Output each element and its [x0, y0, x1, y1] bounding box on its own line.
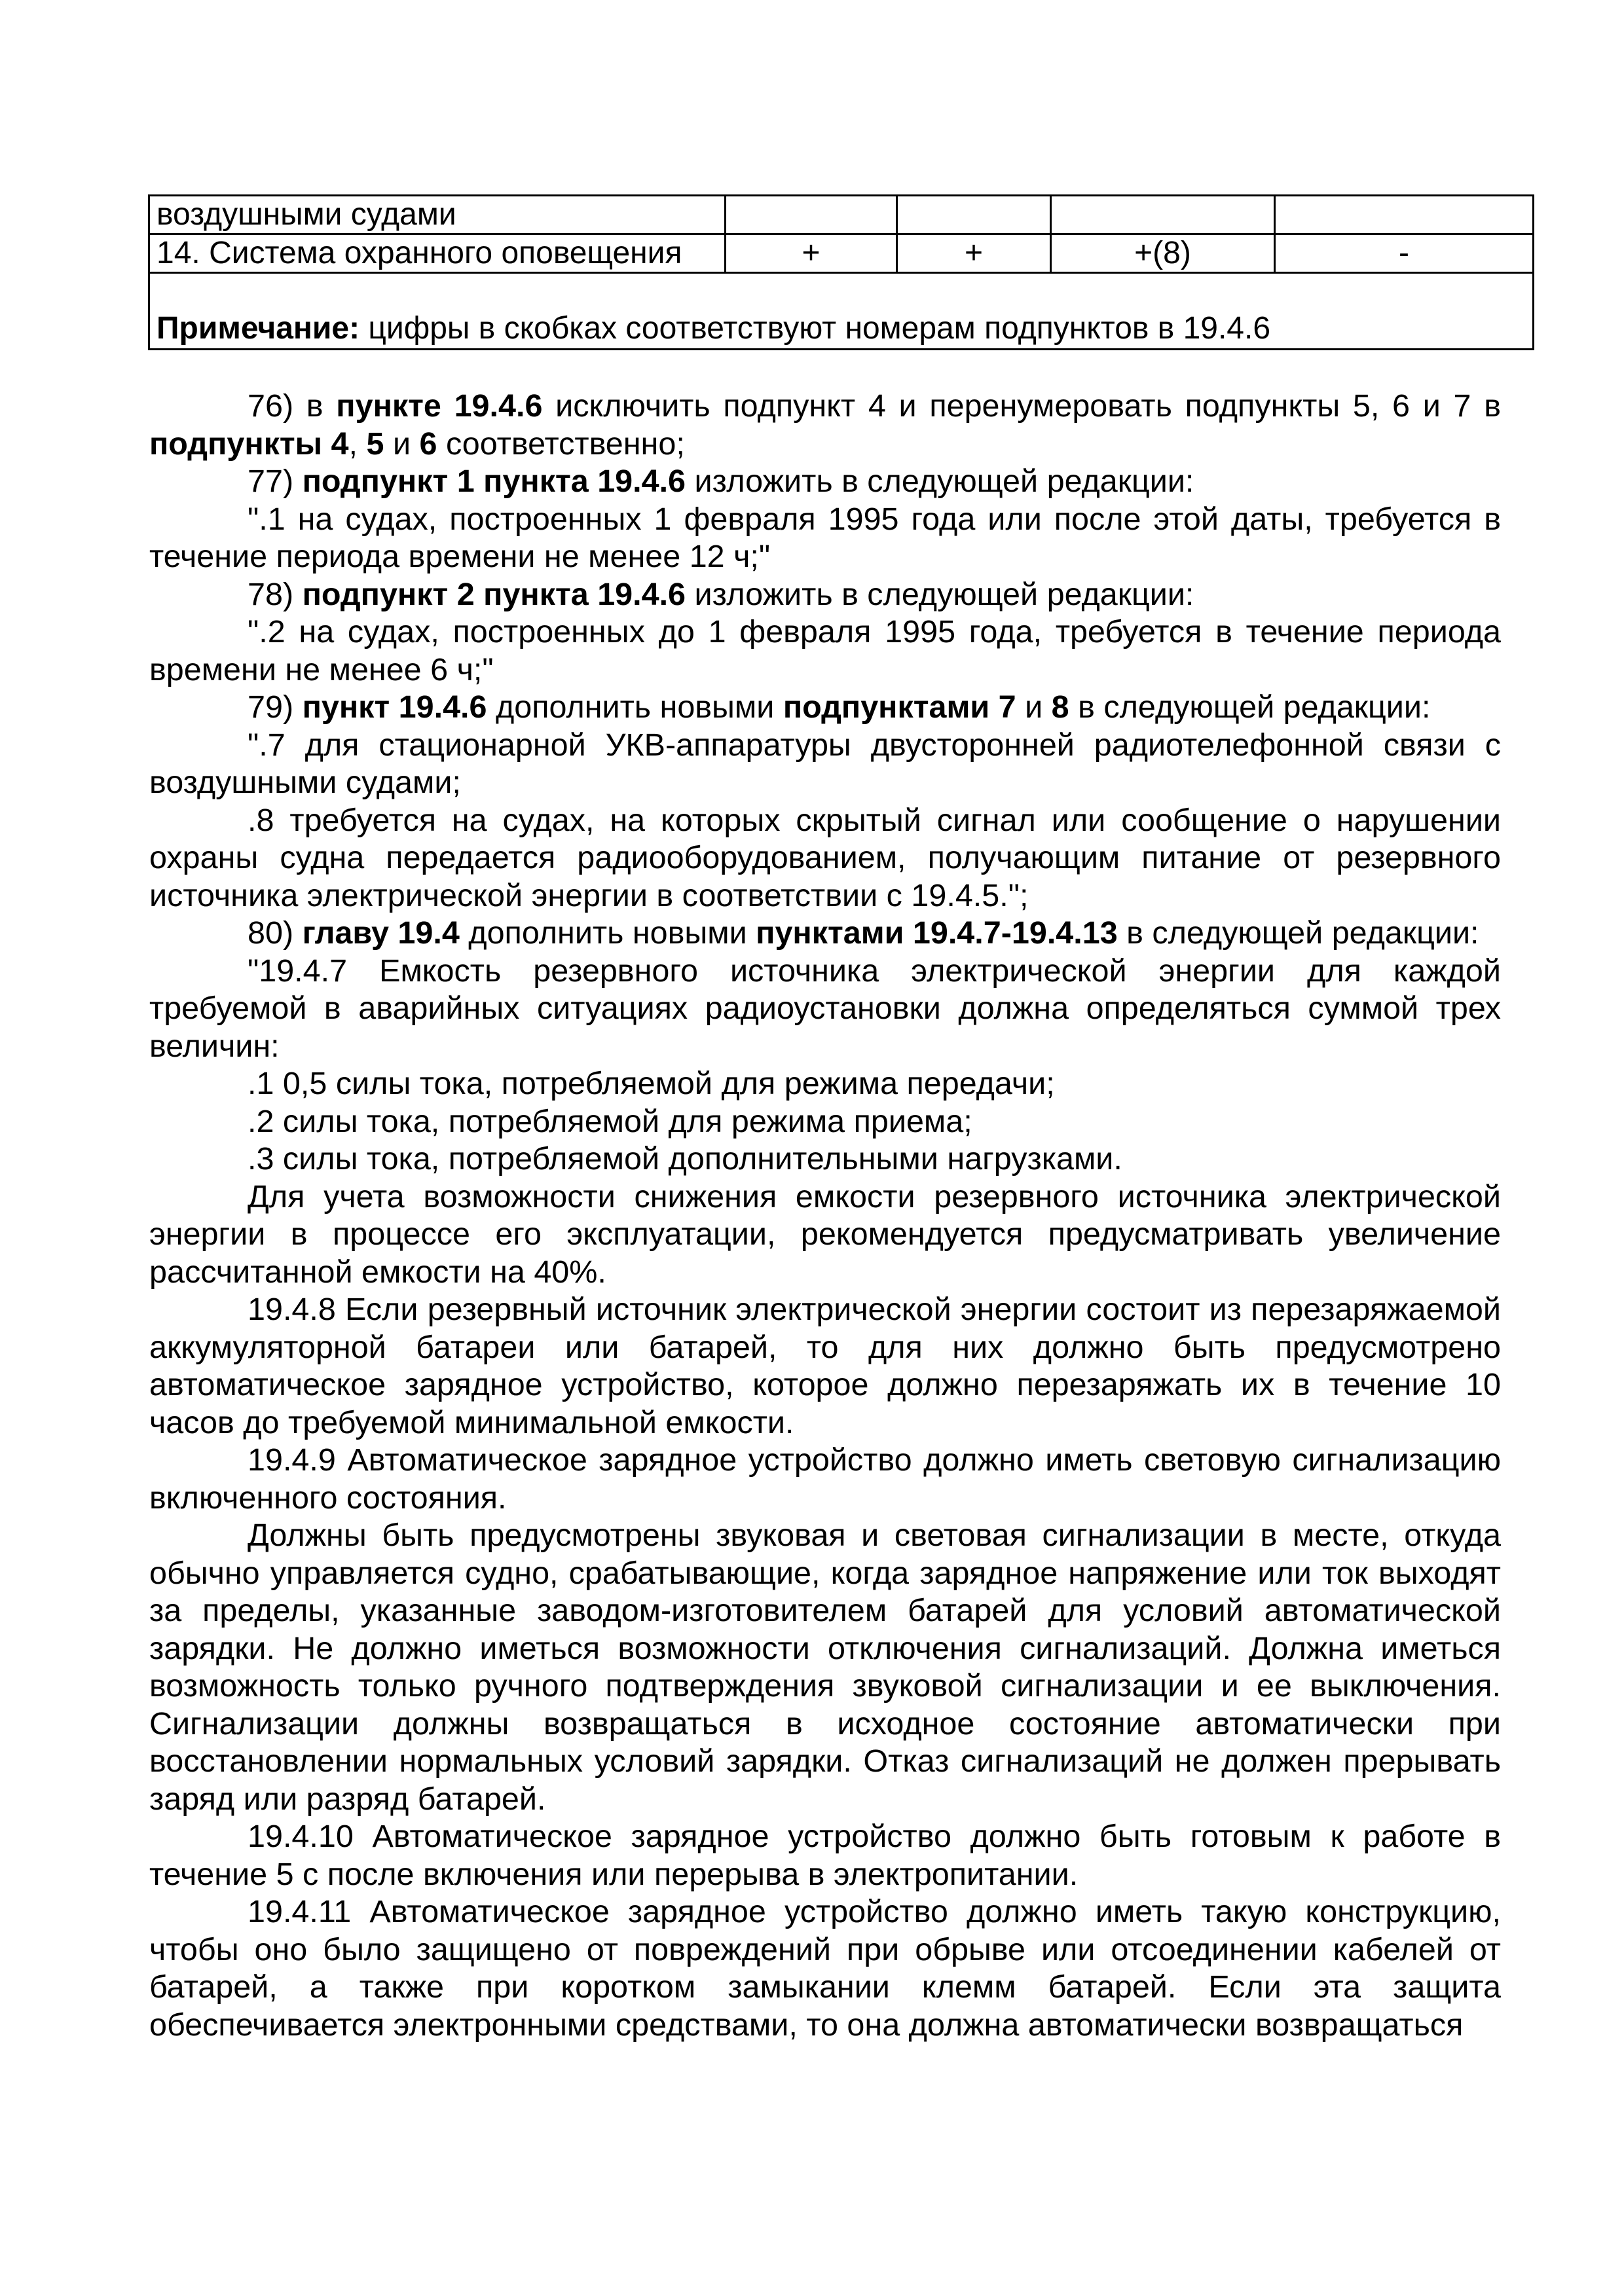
table-cell: + [726, 234, 897, 273]
item-78: 78) подпункт 2 пункта 19.4.6 изложить в следующей редакции: [248, 576, 1194, 612]
item-80: 80) главу 19.4 дополнить новыми пунктами 19.4.7-19.4.13 в следующей редакции: [248, 915, 1479, 951]
requirements-table [148, 194, 1534, 350]
table-cell [897, 196, 1051, 234]
document-body [149, 388, 1501, 2044]
clause-19-4-9: 19.4.9 Автоматическое зарядное устройство должно иметь световую сигнализацию включенного состояния. [149, 1442, 1501, 1516]
table-cell-label: воздушными судами [149, 196, 726, 234]
table-row [149, 234, 1534, 273]
item-78-quote: ".2 на судах, построенных до 1 февраля 1995 года, требуется в течение периода времени не менее 6 ч;" [149, 614, 1501, 687]
clause-19-4-8: 19.4.8 Если резервный источник электрической энергии состоит из перезаряжаемой аккумуляторной батареи или батарей, то для них должно быть предусмотрено автоматическое зарядное устройство, которое должно перезаряжать их в течение 10 часов до требуемой минимальной емкости. [149, 1292, 1501, 1440]
clause-19-4-7-sub-3: .3 силы тока, потребляемой дополнительными нагрузками. [248, 1141, 1122, 1176]
table-cell-label: 14. Система охранного оповещения [149, 234, 726, 273]
table-cell [1275, 196, 1534, 234]
item-77: 77) подпункт 1 пункта 19.4.6 изложить в следующей редакции: [248, 464, 1194, 499]
alarm-paragraph: Должны быть предусмотрены звуковая и световая сигнализации в месте, откуда обычно управляется судно, срабатывающие, когда зарядное напряжение или ток выходят за пределы, указанные заводом-изготовителем батарей для условий автоматической зарядки. Не должно иметься возможности отключения сигнализаций. Должна иметься возможность только ручного подтверждения звуковой сигнализации и ее выключения. Сигнализации должны возвращаться в исходное состояние автоматически при восстановлении нормальных условий зарядки. Отказ сигнализаций не должен прерывать заряд или разряд батарей. [149, 1518, 1501, 1817]
clause-19-4-7-sub-1: .1 0,5 силы тока, потребляемой для режима передачи; [248, 1066, 1055, 1101]
clause-19-4-10: 19.4.10 Автоматическое зарядное устройство должно быть готовым к работе в течение 5 с после включения или перерыва в электропитании. [149, 1819, 1501, 1892]
item-79-quote-8: .8 требуется на судах, на которых скрытый сигнал или сообщение о нарушении охраны судна передается радиооборудованием, получающим питание от резервного источника электрической энергии в соответствии с 19.4.5."; [149, 802, 1501, 913]
table-note-row [149, 273, 1534, 350]
table-cell [1051, 196, 1275, 234]
clause-19-4-11: 19.4.11 Автоматическое зарядное устройство должно иметь такую конструкцию, чтобы оно было защищено от повреждений при обрыве или отсоединении кабелей от батарей, а также при коротком замыкании клемм батарей. Если эта защита обеспечивается электронными средствами, то она должна автоматически возвращаться [149, 1894, 1501, 2043]
table-row [149, 196, 1534, 234]
note-label: Примечание: [157, 311, 360, 346]
table-note [149, 273, 1534, 350]
item-79: 79) пункт 19.4.6 дополнить новыми подпунктами 7 и 8 в следующей редакции: [248, 689, 1431, 725]
table-cell [726, 196, 897, 234]
item-76: 76) в пункте 19.4.6 исключить подпункт 4 и перенумеровать подпункты 5, 6 и 7 в подпункты 4, 5 и 6 соответственно; [149, 388, 1501, 462]
table-cell: - [1275, 234, 1534, 273]
item-77-quote: ".1 на судах, построенных 1 февраля 1995 года или после этой даты, требуется в течение периода времени не менее 12 ч;" [149, 501, 1501, 574]
item-79-quote-7: ".7 для стационарной УКВ-аппаратуры двусторонней радиотелефонной связи с воздушными судами; [149, 727, 1501, 800]
table-cell: + [897, 234, 1051, 273]
table-cell: +(8) [1051, 234, 1275, 273]
clause-19-4-7-sub-2: .2 силы тока, потребляемой для режима приема; [248, 1103, 972, 1139]
capacity-note: Для учета возможности снижения емкости резервного источника электрической энергии в процессе его эксплуатации, рекомендуется предусматривать увеличение рассчитанной емкости на 40%. [149, 1178, 1501, 1290]
note-text: цифры в скобках соответствуют номерам подпунктов в 19.4.6 [360, 311, 1271, 346]
clause-19-4-7: "19.4.7 Емкость резервного источника электрической энергии для каждой требуемой в аварийных ситуациях радиоустановки должна определяться суммой трех величин: [149, 953, 1501, 1064]
